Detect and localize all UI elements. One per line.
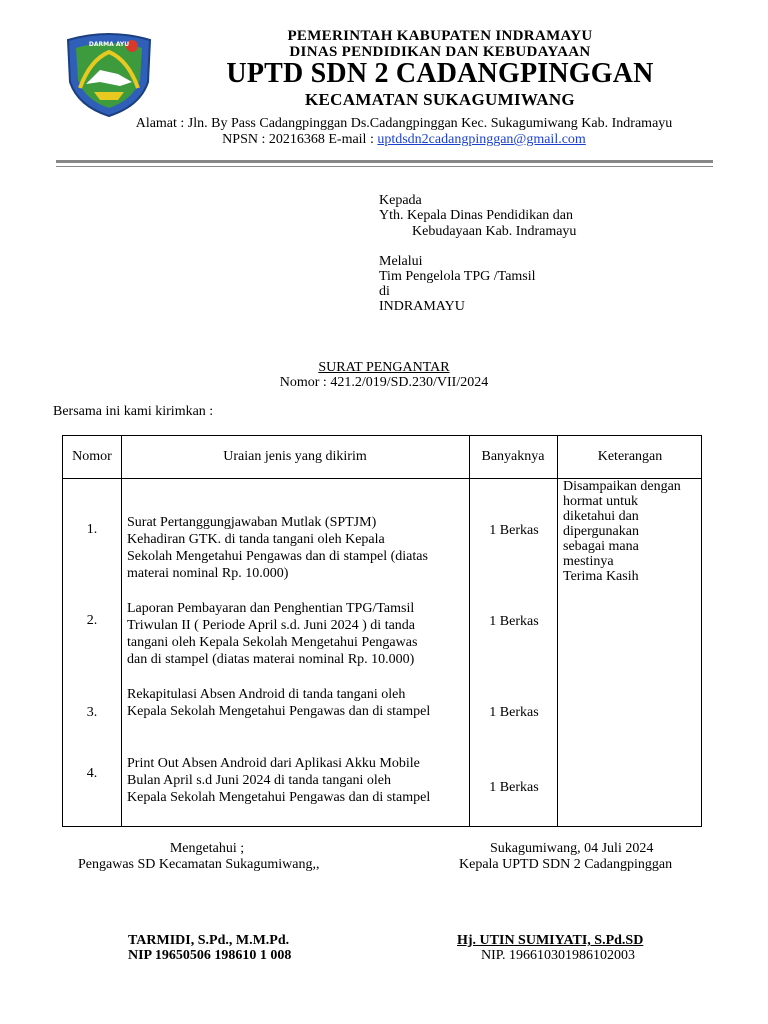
right-date: Sukagumiwang, 04 Juli 2024 [490, 841, 654, 856]
row-number: 1. [86, 522, 98, 537]
npsn-email-line [20, 132, 768, 148]
note-line: diketahui dan [563, 509, 639, 524]
header-nomor: Nomor [72, 449, 112, 464]
letterhead-rule-thick [56, 160, 713, 163]
row-text-line: Kepala Sekolah Mengetahui Pengawas dan di stampel [127, 704, 431, 719]
recipient-yth-2: Kebudayaan Kab. Indramayu [412, 224, 577, 239]
keterangan-note [563, 479, 703, 584]
district-name: KECAMATAN SUKAGUMIWANG [305, 90, 575, 109]
row-number: 4. [86, 766, 98, 781]
left-signatory-nip: NIP 19650506 198610 1 008 [128, 948, 292, 963]
recipient-kepada: Kepada [379, 193, 422, 208]
table-col-divider [121, 436, 122, 826]
table-row [127, 514, 428, 582]
emblem-text: DARMA AYU [88, 41, 130, 48]
letter-intro: Bersama ini kami kirimkan : [53, 404, 214, 419]
row-quantity: 1 Berkas [489, 705, 539, 720]
recipient-tim: Tim Pengelola TPG /Tamsil [379, 269, 536, 284]
right-role: Kepala UPTD SDN 2 Cadangpinggan [459, 857, 673, 872]
left-signatory-name: TARMIDI, S.Pd., M.M.Pd. [128, 933, 290, 948]
header-line-1: PEMERINTAH KABUPATEN INDRAMAYU [287, 28, 593, 44]
row-text-line: Rekapitulasi Absen Android di tanda tangani oleh [127, 687, 406, 702]
row-quantity: 1 Berkas [489, 780, 539, 795]
items-table [62, 435, 702, 827]
table-row [127, 755, 430, 806]
letter-number: Nomor : 421.2/019/SD.230/VII/2024 [279, 375, 489, 390]
email-link[interactable]: uptdsdn2cadangpinggan@gmail.com [377, 132, 586, 147]
recipient-melalui: Melalui [379, 254, 423, 269]
note-line: Disampaikan dengan [563, 479, 681, 494]
row-quantity: 1 Berkas [489, 614, 539, 629]
row-text-line: Surat Pertanggungjawaban Mutlak (SPTJM) [127, 515, 377, 530]
table-row [127, 686, 430, 720]
header-keterangan: Keterangan [597, 449, 663, 464]
row-number: 2. [86, 613, 98, 628]
note-line: hormat untuk [563, 494, 639, 509]
table-row [127, 600, 417, 668]
table-col-divider [557, 436, 558, 826]
recipient-di: di [379, 284, 390, 299]
row-text-line: Kehadiran GTK. di tanda tangani oleh Kepala [127, 532, 385, 547]
regency-emblem-icon [60, 30, 158, 118]
school-address: Alamat : Jln. By Pass Cadangpinggan Ds.Cadangpinggan Kec. Sukagumiwang Kab. Indramayu [135, 116, 673, 131]
row-text-line: Print Out Absen Android dari Aplikasi Akku Mobile [127, 756, 420, 771]
row-text-line: dan di stampel (diatas materai nominal Rp. 10.000) [127, 652, 415, 667]
note-line: dipergunakan [563, 524, 639, 539]
note-line: Terima Kasih [563, 569, 639, 584]
header-uraian: Uraian jenis yang dikirim [223, 449, 367, 464]
row-number: 3. [86, 705, 98, 720]
header-line-2: DINAS PENDIDIKAN DAN KEBUDAYAAN [289, 44, 591, 60]
row-quantity: 1 Berkas [489, 523, 539, 538]
note-line: sebagai mana [563, 539, 639, 554]
note-line: mestinya [563, 554, 614, 569]
right-signatory-nip: NIP. 196610301986102003 [481, 948, 636, 963]
recipient-city: INDRAMAYU [379, 299, 465, 314]
letter-title: SURAT PENGANTAR [318, 360, 450, 375]
row-text-line: materai nominal Rp. 10.000) [127, 566, 289, 581]
table-col-divider [469, 436, 470, 826]
row-text-line: Bulan April s.d Juni 2024 di tanda tangani oleh [127, 773, 392, 788]
left-role: Pengawas SD Kecamatan Sukagumiwang,, [78, 857, 320, 872]
row-text-line: tangani oleh Kepala Sekolah Mengetahui Pengawas [127, 635, 418, 650]
row-text-line: Laporan Pembayaran dan Penghentian TPG/Tamsil [127, 601, 415, 616]
header-banyaknya: Banyaknya [481, 449, 545, 464]
recipient-yth-1: Yth. Kepala Dinas Pendidikan dan [379, 208, 574, 223]
school-name: UPTD SDN 2 CADANGPINGGAN [226, 58, 654, 89]
row-text-line: Sekolah Mengetahui Pengawas dan di stampel (diatas [127, 549, 428, 564]
npsn-label: NPSN : 20216368 E-mail : [222, 132, 378, 147]
letterhead-rule-thin [56, 166, 713, 167]
left-caption: Mengetahui ; [169, 841, 245, 856]
right-signatory-name: Hj. UTIN SUMIYATI, S.Pd.SD [457, 933, 644, 948]
row-text-line: Triwulan II ( Periode April s.d. Juni 2024 ) di tanda [127, 618, 416, 633]
row-text-line: Kepala Sekolah Mengetahui Pengawas dan di stampel [127, 790, 431, 805]
